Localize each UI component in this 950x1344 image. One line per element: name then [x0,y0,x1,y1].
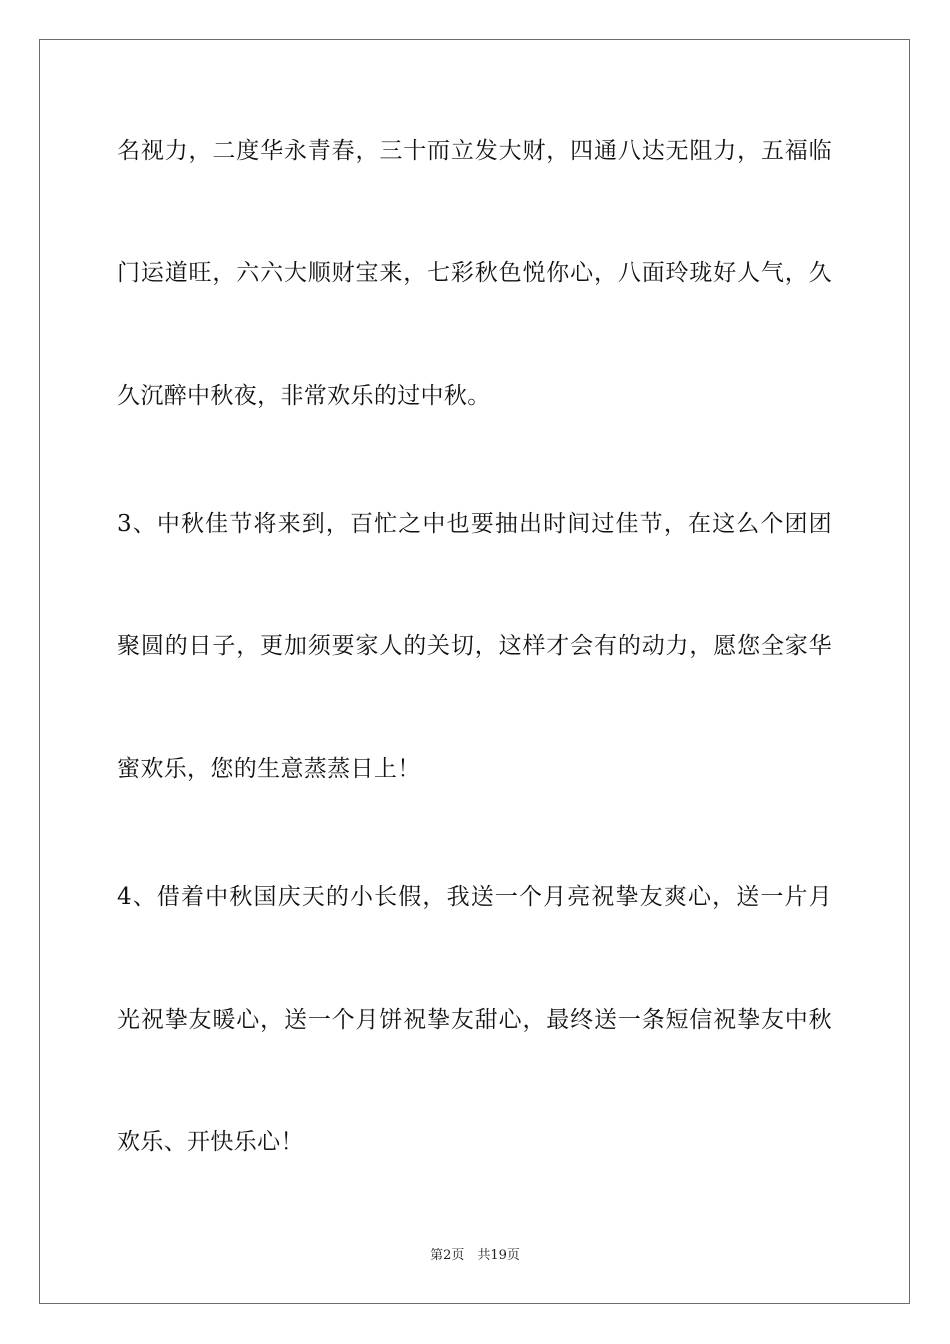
paragraph-line: 门运道旺，六六大顺财宝来，七彩秋色悦你心，八面玲珑好人气，久 [117,260,832,286]
paragraph-line: 光祝挚友暖心，送一个月饼祝挚友甜心，最终送一条短信祝挚友中秋 [117,1007,832,1033]
paragraph-line: 蜜欢乐，您的生意蒸蒸日上！ [117,756,421,782]
page-number-footer: 第2页 共19页 [430,1248,520,1263]
paragraph-line: 4、借着中秋国庆天的小长假，我送一个月亮祝挚友爽心，送一片月 [117,884,832,910]
paragraph-line: 欢乐、开快乐心！ [117,1129,304,1155]
paragraph-line: 久沉醉中秋夜，非常欢乐的过中秋。 [117,383,491,409]
paragraph-line: 名视力，二度华永青春，三十而立发大财，四通八达无阻力，五福临 [117,138,832,164]
paragraph-line: 3、中秋佳节将来到，百忙之中也要抽出时间过佳节，在这么个团团 [117,511,832,537]
paragraph-line: 聚圆的日子，更加须要家人的关切，这样才会有的动力，愿您全家华 [117,633,832,659]
page-border [39,39,910,1304]
